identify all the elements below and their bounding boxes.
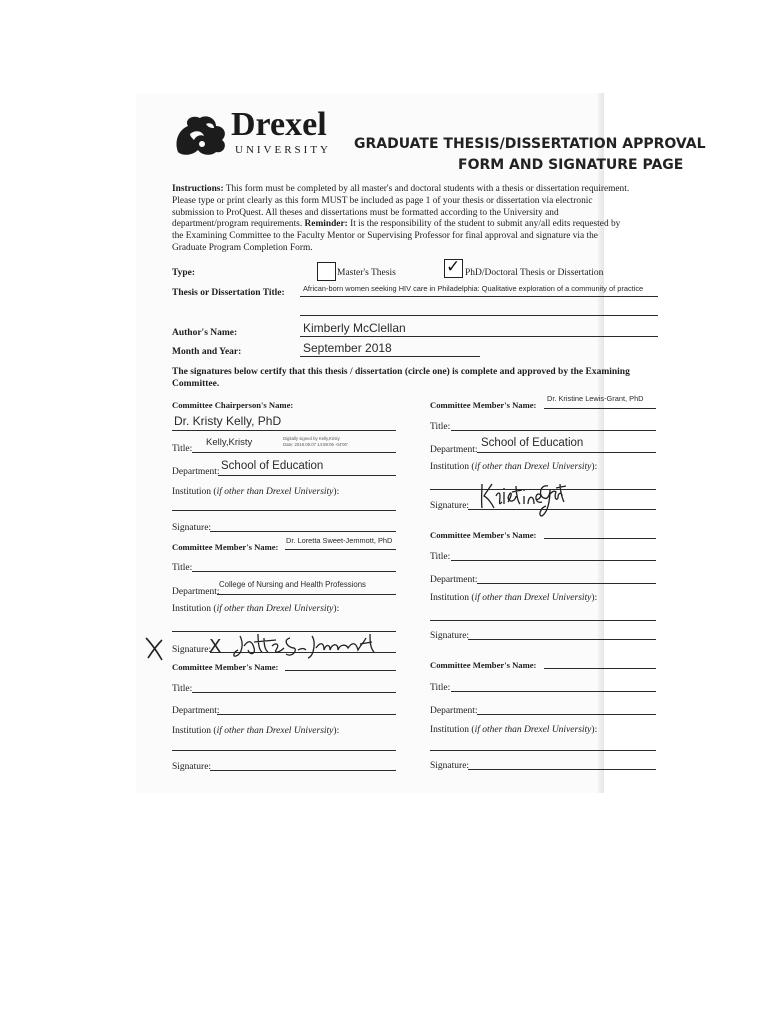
right-member2-title-label: Title:: [430, 552, 451, 562]
form-title-line1: GRADUATE THESIS/DISSERTATION APPROVAL: [354, 136, 706, 152]
right-member1-title-label: Title:: [430, 422, 451, 432]
left-member2-label: Committee Member's Name:: [172, 662, 279, 672]
right-member1-title-line: [451, 430, 656, 431]
lm1-inst-a: Institution (: [172, 604, 217, 614]
left-member1-title-line: [192, 571, 396, 572]
right-member3-dept-line: [477, 714, 656, 715]
right-member2-dept-label: Department:: [430, 575, 478, 585]
left-member2-signature-line: [210, 770, 396, 771]
instructions-line6: Graduate Program Completion Form.: [172, 242, 313, 253]
month-year-line: [300, 356, 480, 357]
right-member1-dept-value[interactable]: School of Education: [481, 437, 584, 449]
right-member1-dept-line: [477, 452, 656, 453]
instructions-line1: This form must be completed by all master's and doctoral students with a thesis or dissertation requirement.: [225, 184, 630, 194]
chair-institution-label: [172, 487, 339, 497]
rm2-inst-b: if other than Drexel University: [474, 593, 592, 603]
digital-signature-line1: Digitally signed by Kelly,Kristy: [283, 436, 340, 441]
instructions-line4b: It is the responsibility of the student to submit any/all edits requested by: [350, 219, 621, 230]
instructions-line3: submission to ProQuest. All theses and dissertations must be formatted according to the University and: [172, 207, 559, 218]
chair-dept-line: [218, 475, 396, 476]
logo-wordmark: Drexel: [231, 106, 327, 143]
chair-inst-b: if other than Drexel University: [216, 487, 334, 497]
left-member1-title-label: Title:: [172, 563, 193, 573]
chair-title-line: [192, 452, 396, 453]
right-member2-title-line: [451, 560, 656, 561]
chair-name-line: [172, 430, 396, 431]
right-member2-signature-line: [468, 639, 656, 640]
right-member2-institution-label: [430, 593, 597, 603]
lm2-inst-c: ):: [333, 726, 340, 736]
right-member3-title-line: [451, 691, 656, 692]
instructions-block: [172, 184, 662, 255]
rm3-inst-a: Institution (: [430, 725, 475, 735]
chair-title-label: Title:: [172, 444, 193, 454]
left-member1-institution-label: [172, 604, 339, 614]
lm2-inst-b: if other than Drexel University: [216, 726, 334, 736]
chair-institution-line: [172, 510, 396, 511]
chair-signature-line: [210, 531, 396, 532]
right-member2-name-line: [544, 538, 656, 539]
phd-label: PhD/Doctoral Thesis or Dissertation: [465, 268, 604, 278]
logo-subtitle: UNIVERSITY: [235, 144, 331, 156]
certify-line1: The signatures below certify that this thesis / dissertation (circle one) is complete and approved by the Examining: [172, 367, 630, 377]
right-member3-label: Committee Member's Name:: [430, 660, 537, 670]
right-member3-title-label: Title:: [430, 683, 451, 693]
lm2-inst-a: Institution (: [172, 726, 217, 736]
right-member1-signature-label: Signature:: [430, 501, 470, 511]
instructions-line5: the Examining Committee to the Faculty Mentor or Supervising Professor for final approval and signature via the: [172, 231, 598, 242]
lm1-inst-b: if other than Drexel University: [216, 604, 334, 614]
author-label: Author's Name:: [172, 328, 238, 338]
rm3-inst-b: if other than Drexel University: [474, 725, 592, 735]
left-member2-title-line: [192, 692, 396, 693]
right-member3-institution-label: [430, 725, 597, 735]
right-member2-label: Committee Member's Name:: [430, 530, 537, 540]
right-member1-name-value[interactable]: Dr. Kristine Lewis-Grant, PhD: [547, 394, 644, 403]
rm3-inst-c: ):: [591, 725, 598, 735]
chair-label: Committee Chairperson's Name:: [172, 400, 294, 410]
digital-signature-line2: Date: 2018.09.07 14:59:06 -04'00': [283, 442, 348, 447]
left-member1-dept-label: Department:: [172, 587, 220, 597]
left-member1-name-value[interactable]: Dr. Loretta Sweet-Jemmott, PhD: [286, 536, 393, 545]
handwritten-signature-sweet-jemmott: [232, 630, 382, 664]
month-year-label: Month and Year:: [172, 347, 242, 357]
thesis-title-line1: [300, 296, 658, 297]
chair-dept-value[interactable]: School of Education: [221, 460, 324, 472]
left-member1-label: Committee Member's Name:: [172, 542, 279, 552]
form-title-line2: FORM AND SIGNATURE PAGE: [458, 157, 684, 173]
left-member2-dept-line: [217, 714, 396, 715]
rm2-inst-c: ):: [591, 593, 598, 603]
signature-x-mark: X: [209, 636, 222, 657]
chair-dept-label: Department:: [172, 467, 220, 477]
rm1-inst-c: ):: [591, 462, 598, 472]
certify-line2: Committee.: [172, 379, 220, 389]
instructions-lead: Instructions:: [172, 184, 224, 194]
right-member3-name-line: [544, 668, 656, 669]
left-member1-name-line: [285, 549, 396, 550]
chair-name-value[interactable]: Dr. Kristy Kelly, PhD: [174, 414, 282, 428]
masters-checkbox[interactable]: [317, 262, 336, 281]
left-member2-institution-line: [172, 750, 396, 751]
instructions-line4a: department/program requirements.: [172, 219, 303, 230]
month-year-value[interactable]: September 2018: [303, 341, 392, 355]
instructions-line2: Please type or print clearly as this form MUST be included as page 1 of your thesis or dissertation via electronic: [172, 195, 593, 206]
right-member2-signature-label: Signature:: [430, 631, 470, 641]
chair-signature-label: Signature:: [172, 523, 212, 533]
right-member3-institution-line: [430, 750, 656, 751]
lm1-inst-c: ):: [333, 604, 340, 614]
author-value[interactable]: Kimberly McClellan: [303, 321, 406, 335]
left-member2-title-label: Title:: [172, 684, 193, 694]
right-member2-dept-line: [477, 583, 656, 584]
margin-x-mark: [144, 636, 166, 662]
handwritten-signature-lewis-grant: [476, 478, 568, 518]
left-member1-dept-value[interactable]: College of Nursing and Health Professions: [219, 580, 366, 589]
right-member3-signature-label: Signature:: [430, 761, 470, 771]
thesis-title-value[interactable]: African-born women seeking HIV care in Philadelphia: Qualitative exploration of a community of practice: [303, 284, 644, 293]
left-member2-dept-label: Department:: [172, 706, 220, 716]
right-member3-dept-label: Department:: [430, 706, 478, 716]
thesis-title-label: Thesis or Dissertation Title:: [172, 288, 285, 298]
author-line: [300, 336, 658, 337]
reminder-lead: Reminder:: [304, 219, 348, 230]
chair-title-value[interactable]: Kelly,Kristy: [206, 437, 253, 448]
right-member1-dept-label: Department:: [430, 445, 478, 455]
right-member1-institution-label: [430, 462, 597, 472]
rm1-inst-b: if other than Drexel University: [474, 462, 592, 472]
left-member2-institution-label: [172, 726, 339, 736]
rm2-inst-a: Institution (: [430, 593, 475, 603]
thesis-title-line2: [300, 315, 658, 316]
right-member1-name-line: [544, 408, 656, 409]
left-member1-signature-label: Signature:: [172, 645, 212, 655]
masters-label: Master's Thesis: [337, 268, 396, 278]
right-member3-signature-line: [468, 769, 656, 770]
chair-inst-c: ):: [333, 487, 340, 497]
left-member2-name-line: [285, 670, 396, 671]
check-icon: ✓: [446, 257, 461, 277]
right-member2-institution-line: [430, 620, 656, 621]
right-member1-label: Committee Member's Name:: [430, 400, 537, 410]
rm1-inst-a: Institution (: [430, 462, 475, 472]
chair-inst-a: Institution (: [172, 487, 217, 497]
left-member1-dept-line: [217, 594, 396, 595]
type-label: Type:: [172, 268, 196, 278]
drexel-dragon-logo-icon: [172, 112, 232, 158]
left-member2-signature-label: Signature:: [172, 762, 212, 772]
